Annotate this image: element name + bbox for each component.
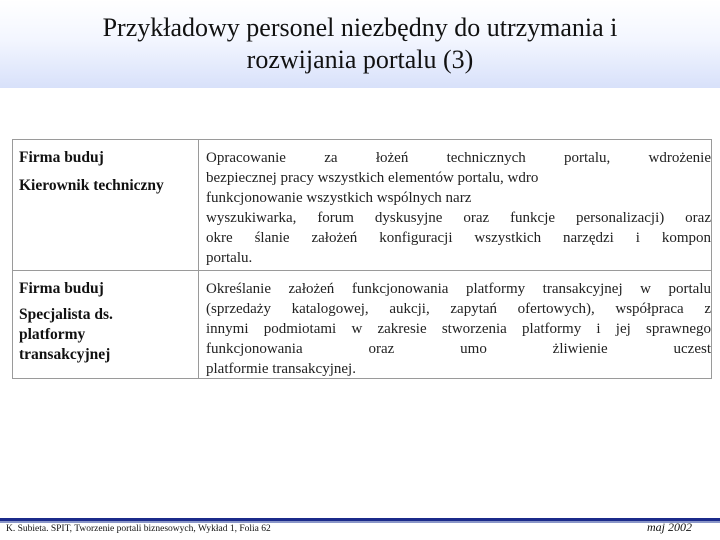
description-line: funkcjonowanie wszystkich wspólnych narz xyxy=(206,190,472,206)
description-line: wyszukiwarka, forum dyskusyjne oraz funkcje personalizacji) oraz xyxy=(206,210,711,226)
company-label: Firma buduj xyxy=(19,149,104,166)
description-text xyxy=(206,140,711,268)
role-label: transakcyjnej xyxy=(19,346,111,363)
description-line: innymi podmiotami w zakresie stworzenia platformy i jej sprawnego xyxy=(206,321,711,337)
description-text xyxy=(206,271,711,378)
staff-table xyxy=(12,139,712,379)
footer-rule-shadow xyxy=(0,521,720,523)
footer-citation: K. Subieta. SPIT, Tworzenie portali biznesowych, Wykład 1, Folia 62 xyxy=(6,524,271,534)
description-line: funkcjonowania oraz umo żliwienie uczest xyxy=(206,341,711,357)
description-line: bezpiecznej pracy wszystkich elementów portalu, wdro xyxy=(206,170,539,186)
footer-date: maj 2002 xyxy=(647,520,692,534)
company-label: Firma buduj xyxy=(19,280,104,297)
slide-title-line-1: Przykładowy personel niezbędny do utrzymania i xyxy=(102,13,618,42)
role-label: Specjalista ds. xyxy=(19,306,113,323)
table-row xyxy=(13,271,711,378)
role-cell xyxy=(13,271,199,378)
role-label: Kierownik techniczny xyxy=(19,177,164,194)
description-cell xyxy=(206,271,711,378)
description-line: platformie transakcyjnej. xyxy=(206,361,356,377)
description-line: Określanie założeń funkcjonowania platformy transakcyjnej w portalu xyxy=(206,281,711,297)
description-line: Opracowanie za łożeń technicznych portalu, wdrożenie xyxy=(206,150,711,166)
table-row xyxy=(13,140,711,271)
role-label: platformy xyxy=(19,326,86,343)
slide-title xyxy=(20,12,700,76)
description-line: okre ślanie założeń konfiguracji wszystkich narzędzi i kompon xyxy=(206,230,711,246)
description-cell xyxy=(206,140,711,270)
role-cell xyxy=(13,140,199,270)
slide-title-line-2: rozwijania portalu (3) xyxy=(246,45,474,74)
description-line: portalu. xyxy=(206,250,253,266)
description-line: (sprzedaży katalogowej, aukcji, zapytań ofertowych), współpraca z xyxy=(206,301,711,317)
